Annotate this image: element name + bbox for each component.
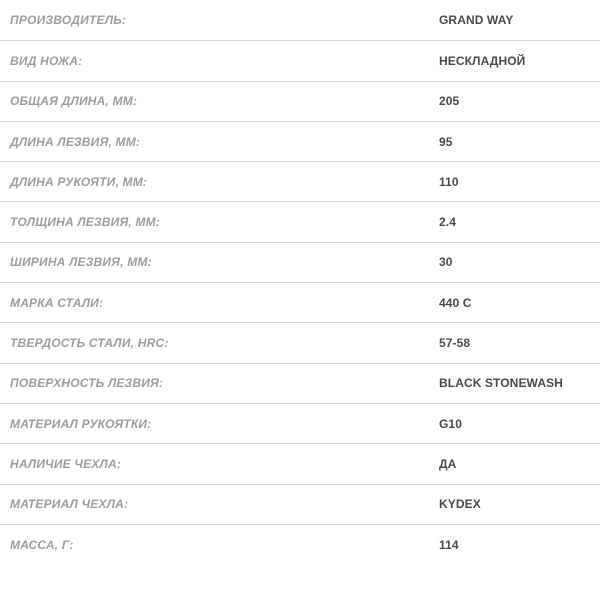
spec-value: НЕСКЛАДНОЙ [439,53,526,68]
spec-label: ВИД НОЖА: [10,53,83,68]
spec-label: ПРОИЗВОДИТЕЛЬ: [10,13,127,28]
spec-value: ДА [439,456,457,471]
spec-label: ТВЕРДОСТЬ СТАЛИ, HRC: [10,336,169,351]
spec-label: МАТЕРИАЛ ЧЕХЛА: [10,497,129,512]
spec-value: GRAND WAY [439,13,514,28]
spec-label: ТОЛЩИНА ЛЕЗВИЯ, ММ: [10,215,161,230]
spec-value: 95 [439,134,453,149]
spec-row-blade-thickness [0,201,600,241]
spec-value: 110 [439,174,459,189]
spec-row-overall-length [0,81,600,121]
spec-label: МАТЕРИАЛ РУКОЯТКИ: [10,416,152,431]
spec-label: ШИРИНА ЛЕЗВИЯ, ММ: [10,255,152,270]
spec-label: ДЛИНА ЛЕЗВИЯ, ММ: [10,134,141,149]
spec-value: 2.4 [439,215,456,230]
spec-value: 114 [439,537,459,552]
spec-row-blade-width [0,242,600,282]
spec-row-weight [0,524,600,564]
spec-row-sheath-included [0,443,600,483]
spec-value: 440 C [439,295,472,310]
spec-value: KYDEX [439,497,481,512]
spec-label: НАЛИЧИЕ ЧЕХЛА: [10,456,122,471]
spec-value: 57-58 [439,336,471,351]
spec-row-handle-material [0,403,600,443]
spec-row-steel-hardness [0,322,600,362]
spec-label: ОБЩАЯ ДЛИНА, ММ: [10,94,138,109]
spec-label: ДЛИНА РУКОЯТИ, ММ: [10,174,148,189]
spec-row-blade-finish [0,363,600,403]
spec-value: G10 [439,416,462,431]
spec-row-knife-type [0,40,600,80]
spec-row-sheath-material [0,484,600,524]
spec-label: МАССА, Г: [10,537,74,552]
spec-label: МАРКА СТАЛИ: [10,295,104,310]
spec-value: BLACK STONEWASH [439,376,563,391]
spec-row-manufacturer [0,0,600,40]
spec-label: ПОВЕРХНОСТЬ ЛЕЗВИЯ: [10,376,164,391]
spec-row-handle-length [0,161,600,201]
spec-value: 30 [439,255,453,270]
spec-row-blade-length [0,121,600,161]
spec-row-steel-grade [0,282,600,322]
spec-value: 205 [439,94,460,109]
